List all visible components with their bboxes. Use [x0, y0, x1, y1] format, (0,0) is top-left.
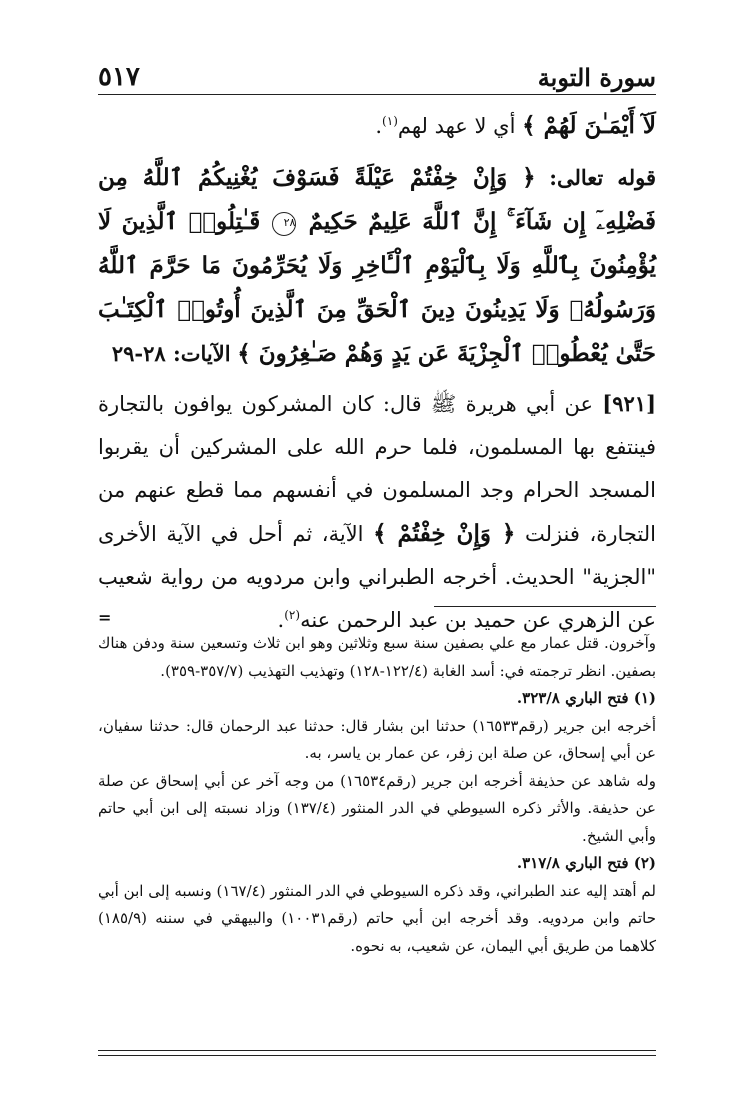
verse-lead: قوله تعالى: [549, 165, 656, 190]
page-header [98, 56, 656, 92]
footnote-ref-2[interactable]: (٢) [284, 608, 301, 622]
verse-part-1: ﴿ وَإِنْ خِفْتُمْ عَيْلَةً فَسَوْفَ يُغْنِيكُمُ ٱللَّهُ مِن فَضْلِهِۦٓ إِن شَآءَ ۚ إِنَّ ٱللَّهَ عَلِيمٌ حَكِيمٌ [98, 164, 656, 235]
ayah-number-marker: ٢٨ [272, 212, 296, 236]
intro-paragraph [98, 104, 656, 148]
intro-gloss: أي لا عهد لهم [397, 114, 516, 138]
surah-title: سورة التوبة [537, 63, 656, 92]
footnote-2-para-1: لم أهتد إليه عند الطبراني، وقد ذكره السيوطي في الدر المنثور (١٦٧/٤) ونسبه إلى ابن أبي حاتم وابن مردويه. وقد أخرجه ابن أبي حاتم (رقم١٠٠٣١) والبيهقي في سننه (١٨٥/٩) كلاهما من طريق أبي اليمان، عن شعيب، به نحوه. [98, 881, 656, 955]
hadith-paragraph [98, 382, 656, 642]
bottom-rule-thick [98, 1050, 656, 1051]
hadith-number: [٩٢١] [602, 391, 656, 416]
hadith-end: . [277, 608, 285, 632]
page-number: ٥١٧ [98, 62, 140, 92]
hadith-text-a: عن أبي هريرة ﷺ قال: كان المشركون يوافون بالتجارة فينتفع بها المسلمون، فلما حرم الله على المشركين أن يقربوا المسجد الحرام وجد المسلمون في أنفسهم مما قطع عنهم من التجارة، فنزلت [98, 392, 656, 546]
footnote-continuation-mark: = [98, 608, 112, 627]
quran-fragment: لَآ أَيْمَـٰنَ لَهُمْ ﴾ [522, 112, 656, 139]
ayat-label: الآيات: ٢٨-٢٩ [111, 341, 231, 366]
footnotes-block [98, 630, 656, 960]
footnote-1-para-2: وله شاهد عن حذيفة أخرجه ابن جرير (رقم١٦٥٣٤) من وجه آخر عن أبي إسحاق عن صلة عن حذيفة. والأثر ذكره السيوطي في الدر المنثور (١٣٧/٤) وزاد نسبته إلى ابن أبي حاتم وأبي الشيخ. [98, 771, 656, 845]
hadith-text-b: الآية، ثم أحل في الآية الأخرى "الجزية" الحديث. أخرجه الطبراني وابن مردويه من رواية شعيب عن الزهري عن حميد بن عبد الرحمن عنه [98, 522, 656, 632]
footnote-separator [434, 606, 656, 607]
main-text [98, 104, 656, 650]
header-rule [98, 94, 656, 95]
footnote-1-para-1: أخرجه ابن جرير (رقم١٦٥٣٣) حدثنا ابن بشار قال: حدثنا عبد الرحمان قال: حدثنا سفيان، عن أبي إسحاق، عن صلة ابن زفر، عن عمار بن ياسر، به. [98, 716, 656, 762]
footnote-2-heading: (٢) فتح الباري ٣١٧/٨. [516, 854, 656, 872]
verse-paragraph [98, 156, 656, 376]
intro-end: . [375, 114, 383, 138]
footnote-1-heading: (١) فتح الباري ٣٢٣/٨. [516, 689, 656, 707]
hadith-quran-ref: ﴿ وَإِنْ خِفْتُمْ ﴾ [373, 520, 516, 547]
footnote-ref-1[interactable]: (١) [382, 114, 398, 128]
footnote-continuation: وآخرون. قتل عمار مع علي بصفين سنة سبع وثلاثين وهو ابن ثلاث وتسعين سنة ودفن هناك بصفين. انظر ترجمته في: أسد الغابة (١٢٢/٤-١٢٨) وتهذيب التهذيب (٣٥٧/٧-٣٥٩). [98, 634, 657, 680]
bottom-rule-thin [98, 1055, 656, 1056]
verse-part-2: قَـٰتِلُوا۟ ٱلَّذِينَ لَا يُؤْمِنُونَ بِٱللَّهِ وَلَا بِٱلْيَوْمِ ٱلْـَٔاخِرِ وَلَا يُحَرِّمُونَ مَا حَرَّمَ ٱللَّهُ وَرَسُولُهُۥ وَلَا يَدِينُونَ دِينَ ٱلْحَقِّ مِنَ ٱلَّذِينَ أُوتُوا۟ ٱلْكِتَـٰبَ حَتَّىٰ يُعْطُوا۟ ٱلْجِزْيَةَ عَن يَدٍ وَهُمْ صَـٰغِرُونَ ﴾ [98, 208, 656, 367]
